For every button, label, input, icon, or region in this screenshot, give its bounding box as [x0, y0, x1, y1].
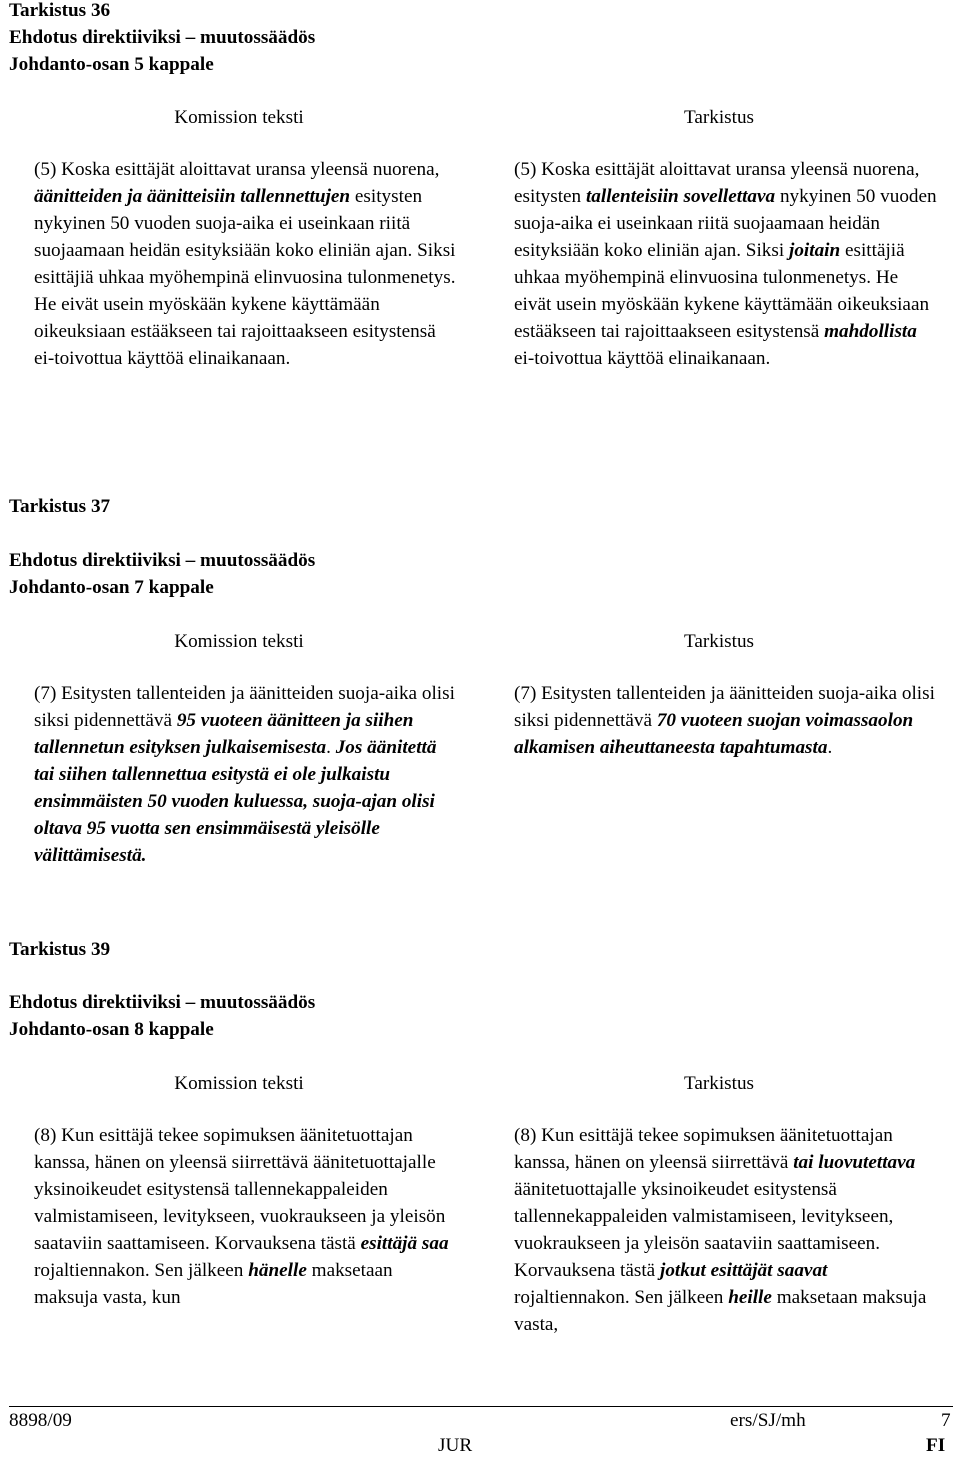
amendment-paragraph	[514, 680, 939, 761]
proposal-title: Ehdotus direktiiviksi – muutossäädös	[9, 27, 316, 48]
commission-paragraph	[34, 156, 459, 372]
amended-text: tai luovutettava	[793, 1152, 916, 1173]
amendment-title: Tarkistus 36	[9, 0, 111, 21]
amendment-heading: Tarkistus	[683, 107, 755, 128]
commission-paragraph	[34, 1122, 459, 1311]
text-run: .	[827, 737, 833, 758]
section-reference: Johdanto-osan 7 kappale	[9, 577, 214, 598]
amendment-text-column	[514, 680, 939, 761]
author-initials: ers/SJ/mh	[730, 1410, 806, 1431]
amendment-text-column	[514, 1122, 939, 1338]
amendment-header	[9, 936, 629, 963]
text-run: ei-toivottua käyttöä elinaikanaan.	[514, 348, 771, 369]
text-run: esittäjiä uhkaa myöhempinä elinvuosina tulonmenetys. He eivät usein myöskään kykene käyttämään oikeuksiaan estääkseen tai rajoittaakseen esitystensä	[514, 240, 930, 342]
commission-paragraph	[34, 680, 459, 869]
text-run: (5) Koska esittäjät aloittavat uransa yleensä nuorena, esitysten	[514, 159, 920, 207]
text-run: (8) Kun esittäjä tekee sopimuksen äänitetuottajan kanssa, hänen on yleensä siirrettävä äänitetuottajalle yksinoikeudet esitystensä tallennekappaleiden valmistamiseen, levitykseen, vuokraukseen ja yleisön saataviin saattamiseen. Korvauksena tästä	[34, 1125, 446, 1254]
text-run: (7) Esitysten tallenteiden ja äänitteiden suoja-aika olisi siksi pidennettävä	[514, 683, 935, 731]
amendment-header	[9, 989, 629, 1043]
proposal-title: Ehdotus direktiiviksi – muutossäädös	[9, 992, 316, 1013]
amended-text: Jos äänitettä tai siihen tallennettua esitystä ei ole julkaistu ensimmäisten 50 vuoden kuluessa, suoja-ajan olisi oltava 95 vuotta sen ensimmäisestä yleisölle välittämisestä.	[34, 737, 437, 866]
commission-text-column	[34, 680, 459, 869]
amendment-header	[9, 0, 629, 78]
footer-divider	[9, 1406, 953, 1407]
text-run: (5) Koska esittäjät aloittavat uransa yleensä nuorena,	[34, 159, 440, 180]
text-run: äänitetuottajalle yksinoikeudet esitystensä tallennekappaleiden valmistamiseen, levitykseen, vuokraukseen ja yleisön saataviin saattamiseen. Korvauksena tästä	[514, 1179, 894, 1281]
amended-text: 70 vuoteen suojan voimassaolon alkamisen aiheuttaneesta tapahtumasta	[514, 710, 914, 758]
amended-text: heille	[728, 1287, 772, 1308]
page-number: 7	[941, 1410, 951, 1431]
amendment-title: Tarkistus 39	[9, 939, 111, 960]
amended-text: joitain	[788, 240, 841, 261]
amended-text: äänitteiden ja äänitteisiin tallennettujen	[34, 186, 351, 207]
amendment-paragraph	[514, 156, 939, 372]
commission-text-heading: Komission teksti	[174, 107, 304, 128]
amended-text: tallenteisiin sovellettava	[585, 186, 776, 207]
text-run: maksetaan maksuja vasta,	[514, 1287, 927, 1335]
amended-text: mahdollista	[824, 321, 917, 342]
amendment-paragraph	[514, 1122, 939, 1338]
amendment-header	[9, 493, 629, 520]
text-run: (7) Esitysten tallenteiden ja äänitteiden suoja-aika olisi siksi pidennettävä	[34, 683, 455, 731]
amended-text: 95 vuoteen äänitteen ja siihen tallennetun esityksen julkaisemisesta	[34, 710, 414, 758]
amended-text: esittäjä saa	[360, 1233, 449, 1254]
text-run: .	[326, 737, 336, 758]
text-run: esitysten nykyinen 50 vuoden suoja-aika ei useinkaan riitä suojaamaan heidän esityksiään koko eliniän ajan. Siksi esittäjiä uhkaa myöhempinä elinvuosina tulonmenetys. He eivät usein myöskään kykene käyttämään oikeuksiaan estääkseen tai rajoittaakseen esitystensä ei-toivottua käyttöä elinaikanaan.	[34, 186, 456, 369]
proposal-title: Ehdotus direktiiviksi – muutossäädös	[9, 550, 316, 571]
section-reference: Johdanto-osan 8 kappale	[9, 1019, 214, 1040]
amendment-title: Tarkistus 37	[9, 496, 111, 517]
text-run: (8) Kun esittäjä tekee sopimuksen äänitetuottajan kanssa, hänen on yleensä siirrettävä	[514, 1125, 893, 1173]
amendment-text-column	[514, 156, 939, 372]
commission-text-heading: Komission teksti	[174, 631, 304, 652]
text-run: rojaltiennakon. Sen jälkeen	[34, 1260, 249, 1281]
text-run: nykyinen 50 vuoden suoja-aika ei useinkaan riitä suojaamaan heidän esityksiään koko eliniän ajan. Siksi	[514, 186, 937, 261]
section-reference: Johdanto-osan 5 kappale	[9, 54, 214, 75]
text-run: maksetaan maksuja vasta, kun	[34, 1260, 393, 1308]
amendment-heading: Tarkistus	[683, 631, 755, 652]
amended-text: jotkut esittäjät saavat	[660, 1260, 828, 1281]
amendment-heading: Tarkistus	[683, 1073, 755, 1094]
commission-text-column	[34, 156, 459, 372]
language-code: FI	[926, 1435, 946, 1456]
text-run: rojaltiennakon. Sen jälkeen	[514, 1287, 729, 1308]
document-number: 8898/09	[9, 1410, 72, 1431]
amended-text: hänelle	[248, 1260, 307, 1281]
amendment-header	[9, 547, 629, 601]
commission-text-heading: Komission teksti	[174, 1073, 304, 1094]
commission-text-column	[34, 1122, 459, 1311]
department-code: JUR	[438, 1435, 473, 1456]
